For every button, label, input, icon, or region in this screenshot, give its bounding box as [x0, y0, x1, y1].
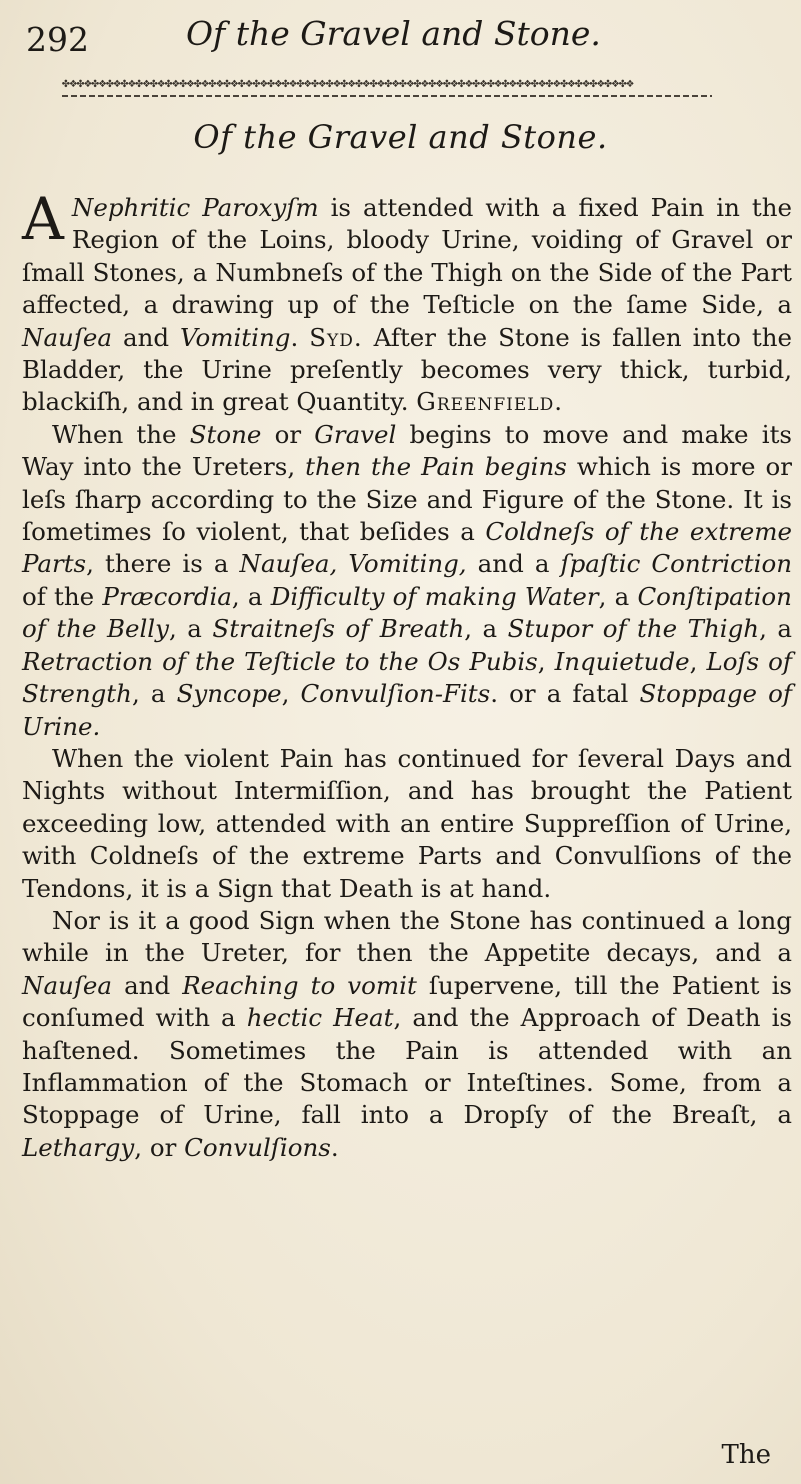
- chapter-heading: Of the Gravel and Stone.: [193, 118, 608, 156]
- body-text: [22, 185, 793, 1164]
- drop-cap: A: [22, 185, 64, 253]
- paragraph-4: Nor is it a good Sign when the Stone has continued a long while in the Ureter, for then the Appetite decays, and a Nauſea and Reaching to vomit ſupervene, till the Patient is conſumed with a hectic Heat, and the Approach of Death is haſtened. Sometimes the Pain is attended with an Inflammation of the Stomach or Inteſtines. Some, from a Stoppage of Urine, fall into a Dropſy of the Breaſt, a Lethargy, or Convulſions.: [22, 905, 792, 1162]
- paragraph-1: A Nephritic Paroxyſm is attended with a fixed Pain in the Region of the Loins, bloody Urine, voiding of Gravel or ſmall Stones, a Numbneſs of the Thigh on the Side of the Part affected, a drawing up of the Teſticle on the ſame Side, a Nauſea and Vomiting. Syd. After the Stone is fallen into the Bladder, the Urine preſently becomes very thick, turbid, blackiſh, and in great Quantity. Greenfield.: [22, 185, 792, 417]
- page-number: 292: [26, 20, 89, 59]
- catchword: The: [721, 1440, 771, 1470]
- running-head: [26, 14, 786, 64]
- ornament-rule: [62, 95, 712, 97]
- paragraph-2: When the Stone or Gravel begins to move and make its Way into the Ureters, then the Pain begins which is more or leſs ſharp according to the Size and Figure of the Stone. It is ſometimes ſo violent, that beſides a Coldneſs of the extreme Parts, there is a Nauſea, Vomiting, and a ſpaſtic Contriction of the Præcordia, a Difficulty of making Water, a Conſtipation of the Belly, a Straitneſs of Breath, a Stupor of the Thigh, a Retraction of the Teſticle to the Os Pubis, Inquietude, Loſs of Strength, a Syncope, Convulſion-Fits. or a fatal Stoppage of Urine.: [22, 419, 793, 741]
- running-title: Of the Gravel and Stone.: [186, 14, 601, 53]
- decorative-ornament-band: ✤❖✤❖✤❖✤❖✤❖✤❖✤❖✤❖✤❖✤❖✤❖✤❖✤❖✤❖✤❖✤❖✤❖✤❖✤❖✤❖✤❖✤❖✤❖✤❖✤❖✤❖✤❖✤❖✤❖✤❖✤❖✤❖✤❖✤❖✤❖✤❖✤❖✤❖✤❖: [62, 76, 634, 91]
- paragraph-3: When the violent Pain has continued for ſeveral Days and Nights without Intermiſſion, and has brought the Patient exceeding low, attended with an entire Suppreſſion of Urine, with Coldneſs of the extreme Parts and Convulſions of the Tendons, it is a Sign that Death is at hand.: [22, 743, 792, 903]
